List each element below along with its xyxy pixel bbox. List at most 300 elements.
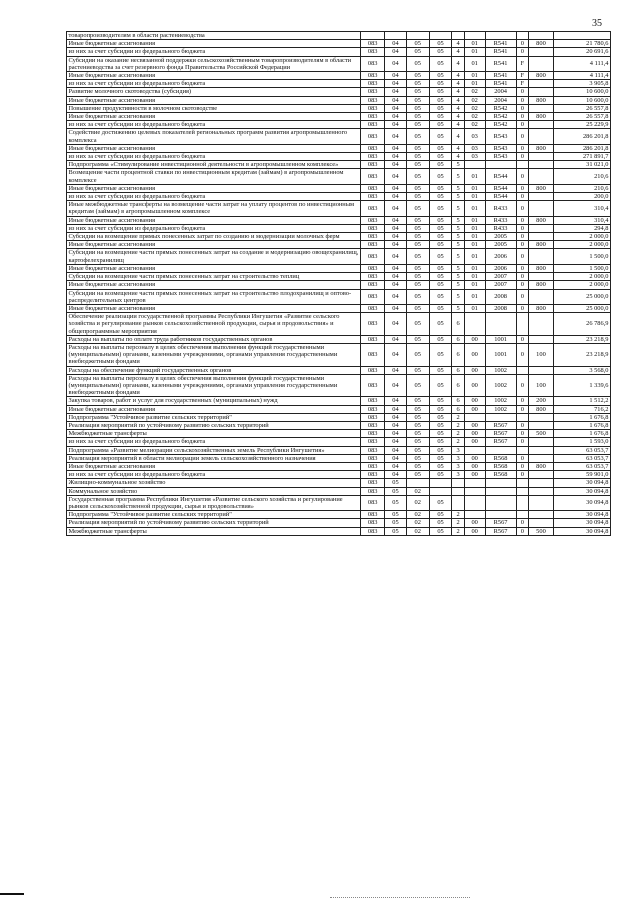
row-name: Расходы на выплаты по оплате труда работников государственных органов xyxy=(67,335,361,343)
code-ministry: 083 xyxy=(361,281,385,289)
row-amount: 716,2 xyxy=(553,405,610,413)
code-direction: 1002 xyxy=(485,405,516,413)
code-direction: R544 xyxy=(485,184,516,192)
code-subprogram: 5 xyxy=(452,224,464,232)
code-subprogram: 5 xyxy=(452,233,464,241)
code-direction: R567 xyxy=(485,527,516,535)
code-suffix xyxy=(516,479,528,487)
code-direction: R542 xyxy=(485,104,516,112)
table-row xyxy=(67,487,611,495)
code-suffix: 0 xyxy=(516,104,528,112)
code-subsection: 05 xyxy=(406,169,429,184)
code-ministry: 083 xyxy=(361,201,385,216)
code-subsection: 05 xyxy=(406,104,429,112)
row-name: Иные бюджетные ассигнования xyxy=(67,281,361,289)
row-amount: 1 593,0 xyxy=(553,438,610,446)
code-ministry: 083 xyxy=(361,454,385,462)
code-expense-type: 200 xyxy=(529,397,554,405)
code-ministry: 083 xyxy=(361,233,385,241)
code-activity: 02 xyxy=(464,113,485,121)
code-expense-type xyxy=(529,471,554,479)
code-direction: R543 xyxy=(485,144,516,152)
table-row xyxy=(67,438,611,446)
code-section: 04 xyxy=(385,104,407,112)
code-direction: 1002 xyxy=(485,366,516,374)
row-amount: 31 021,0 xyxy=(553,161,610,169)
row-name: Иные бюджетные ассигнования xyxy=(67,113,361,121)
table-row xyxy=(67,264,611,272)
row-name: Иные бюджетные ассигнования xyxy=(67,462,361,470)
code-subsection: 05 xyxy=(406,56,429,71)
code-direction: 2004 xyxy=(485,96,516,104)
row-name: из них за счет субсидии из федерального бюджета xyxy=(67,471,361,479)
code-activity: 00 xyxy=(464,366,485,374)
code-expense-type xyxy=(529,224,554,232)
code-ministry: 083 xyxy=(361,366,385,374)
code-program: 05 xyxy=(429,224,452,232)
code-program: 05 xyxy=(429,241,452,249)
code-direction: R568 xyxy=(485,454,516,462)
code-ministry: 083 xyxy=(361,184,385,192)
code-section: 04 xyxy=(385,201,407,216)
code-expense-type xyxy=(529,249,554,264)
table-row xyxy=(67,153,611,161)
code-ministry xyxy=(361,32,385,40)
code-section: 04 xyxy=(385,113,407,121)
code-direction: R543 xyxy=(485,153,516,161)
row-name: Повышение продуктивности в молочном скотоводстве xyxy=(67,104,361,112)
code-subprogram: 6 xyxy=(452,366,464,374)
table-row xyxy=(67,104,611,112)
code-section: 04 xyxy=(385,405,407,413)
row-name: из них за счет субсидии из федерального бюджета xyxy=(67,80,361,88)
table-row xyxy=(67,241,611,249)
code-subsection: 05 xyxy=(406,161,429,169)
code-program: 05 xyxy=(429,264,452,272)
code-subsection: 05 xyxy=(406,454,429,462)
table-row xyxy=(67,413,611,421)
code-program: 05 xyxy=(429,273,452,281)
code-section: 04 xyxy=(385,216,407,224)
code-program: 05 xyxy=(429,96,452,104)
code-subsection: 05 xyxy=(406,304,429,312)
row-amount: 2 000,0 xyxy=(553,241,610,249)
code-activity: 02 xyxy=(464,104,485,112)
code-activity: 00 xyxy=(464,343,485,366)
code-activity: 01 xyxy=(464,201,485,216)
code-direction: R543 xyxy=(485,129,516,144)
row-amount: 25 000,0 xyxy=(553,289,610,304)
code-subprogram: 4 xyxy=(452,88,464,96)
row-name: Субсидии на возмещение части прямых понесенных затрат на строительство теплиц xyxy=(67,273,361,281)
code-suffix: 0 xyxy=(516,184,528,192)
row-name: Иные бюджетные ассигнования xyxy=(67,216,361,224)
code-section: 04 xyxy=(385,72,407,80)
table-row xyxy=(67,335,611,343)
code-ministry: 083 xyxy=(361,264,385,272)
code-subprogram: 2 xyxy=(452,430,464,438)
code-program: 05 xyxy=(429,113,452,121)
code-ministry: 083 xyxy=(361,304,385,312)
code-subsection: 05 xyxy=(406,201,429,216)
table-row xyxy=(67,313,611,336)
code-ministry: 083 xyxy=(361,289,385,304)
code-subsection: 05 xyxy=(406,281,429,289)
code-expense-type xyxy=(529,201,554,216)
row-name: Подпрограмма «Развитие мелиорации сельскохозяйственных земель Республики Ингушетия» xyxy=(67,446,361,454)
code-expense-type xyxy=(529,56,554,71)
table-row xyxy=(67,48,611,56)
code-activity: 00 xyxy=(464,471,485,479)
table-row xyxy=(67,56,611,71)
code-program xyxy=(429,487,452,495)
code-subprogram: 3 xyxy=(452,462,464,470)
row-amount: 1 676,8 xyxy=(553,421,610,429)
code-suffix: 0 xyxy=(516,527,528,535)
row-amount: 1 676,8 xyxy=(553,430,610,438)
code-program: 05 xyxy=(429,374,452,397)
code-program: 05 xyxy=(429,121,452,129)
code-direction: 2008 xyxy=(485,289,516,304)
code-subprogram: 6 xyxy=(452,343,464,366)
code-ministry: 083 xyxy=(361,527,385,535)
code-program: 05 xyxy=(429,184,452,192)
code-suffix: 0 xyxy=(516,121,528,129)
code-program: 05 xyxy=(429,405,452,413)
code-program: 05 xyxy=(429,56,452,71)
code-direction: 1002 xyxy=(485,397,516,405)
code-subprogram: 4 xyxy=(452,56,464,71)
code-program: 05 xyxy=(429,304,452,312)
code-direction: 2007 xyxy=(485,281,516,289)
code-section: 04 xyxy=(385,144,407,152)
code-subsection: 05 xyxy=(406,224,429,232)
code-direction: 2007 xyxy=(485,273,516,281)
code-suffix: 0 xyxy=(516,343,528,366)
code-activity: 00 xyxy=(464,462,485,470)
code-direction xyxy=(485,511,516,519)
code-direction: R433 xyxy=(485,201,516,216)
code-subprogram: 5 xyxy=(452,249,464,264)
code-subsection xyxy=(406,479,429,487)
code-ministry: 083 xyxy=(361,40,385,48)
row-name: Расходы на выплаты персоналу в целях обеспечения выполнения функций государственными (муниципальными) органами, казенными учреждениями, органами управления государственными внебюджетными фондами xyxy=(67,374,361,397)
code-activity: 01 xyxy=(464,281,485,289)
code-expense-type: 800 xyxy=(529,113,554,121)
code-direction xyxy=(485,495,516,510)
code-program: 05 xyxy=(429,430,452,438)
code-direction xyxy=(485,161,516,169)
code-direction: R567 xyxy=(485,421,516,429)
code-expense-type: 500 xyxy=(529,527,554,535)
code-suffix: 0 xyxy=(516,113,528,121)
code-subprogram: 6 xyxy=(452,374,464,397)
code-direction: R541 xyxy=(485,56,516,71)
code-ministry: 083 xyxy=(361,88,385,96)
table-row xyxy=(67,121,611,129)
code-section: 04 xyxy=(385,413,407,421)
code-subprogram: 5 xyxy=(452,216,464,224)
row-name: Подпрограмма "Устойчивое развитие сельских территорий" xyxy=(67,413,361,421)
code-subprogram: 3 xyxy=(452,471,464,479)
code-activity: 01 xyxy=(464,193,485,201)
code-activity: 02 xyxy=(464,96,485,104)
budget-table xyxy=(66,31,611,536)
code-expense-type xyxy=(529,479,554,487)
code-section: 04 xyxy=(385,335,407,343)
code-direction: R541 xyxy=(485,48,516,56)
row-name: Расходы на выплаты персоналу в целях обеспечения выполнения функций государственными (муниципальными) органами, казенными учреждениями, органами управления государственными внебюджетными фондами xyxy=(67,343,361,366)
row-amount: 2 000,0 xyxy=(553,233,610,241)
code-section: 04 xyxy=(385,249,407,264)
code-subprogram: 3 xyxy=(452,454,464,462)
code-program: 05 xyxy=(429,471,452,479)
code-activity: 03 xyxy=(464,129,485,144)
code-subsection: 05 xyxy=(406,446,429,454)
code-section: 04 xyxy=(385,121,407,129)
code-direction: 1001 xyxy=(485,343,516,366)
code-program: 05 xyxy=(429,72,452,80)
row-name: Жилищно-коммунальное хозяйство xyxy=(67,479,361,487)
code-subprogram: 4 xyxy=(452,80,464,88)
row-name: Межбюджетные трансферты xyxy=(67,527,361,535)
code-ministry: 083 xyxy=(361,438,385,446)
code-ministry: 083 xyxy=(361,273,385,281)
code-activity: 01 xyxy=(464,273,485,281)
code-program: 05 xyxy=(429,201,452,216)
code-subsection: 05 xyxy=(406,421,429,429)
code-subsection: 05 xyxy=(406,129,429,144)
code-expense-type xyxy=(529,511,554,519)
row-name: Развитие молочного скотоводства (субсидия) xyxy=(67,88,361,96)
code-subprogram: 4 xyxy=(452,121,464,129)
table-row xyxy=(67,169,611,184)
row-name: Иные бюджетные ассигнования xyxy=(67,241,361,249)
row-amount: 210,6 xyxy=(553,169,610,184)
row-name: Реализация мероприятий по устойчивому развитию сельских территорий xyxy=(67,519,361,527)
code-section: 04 xyxy=(385,80,407,88)
code-subprogram xyxy=(452,479,464,487)
row-name: Возмещение части процентной ставки по инвестиционным кредитам (займам) в агропромышленном комплексе xyxy=(67,169,361,184)
code-program: 05 xyxy=(429,421,452,429)
code-subprogram: 6 xyxy=(452,313,464,336)
code-ministry: 083 xyxy=(361,249,385,264)
code-suffix xyxy=(516,446,528,454)
code-expense-type: 800 xyxy=(529,184,554,192)
code-program xyxy=(429,32,452,40)
row-amount: 63 053,7 xyxy=(553,454,610,462)
code-program: 05 xyxy=(429,343,452,366)
row-amount: 310,4 xyxy=(553,216,610,224)
code-activity xyxy=(464,413,485,421)
code-suffix: 0 xyxy=(516,241,528,249)
code-subsection: 05 xyxy=(406,397,429,405)
code-suffix xyxy=(516,366,528,374)
code-direction xyxy=(485,479,516,487)
row-amount: 1 512,2 xyxy=(553,397,610,405)
page-number: 35 xyxy=(592,18,602,29)
code-program: 05 xyxy=(429,366,452,374)
code-expense-type xyxy=(529,233,554,241)
table-row xyxy=(67,233,611,241)
code-section: 04 xyxy=(385,241,407,249)
table-row xyxy=(67,88,611,96)
code-ministry: 083 xyxy=(361,519,385,527)
code-expense-type: 800 xyxy=(529,264,554,272)
row-amount: 1 500,0 xyxy=(553,264,610,272)
code-ministry: 083 xyxy=(361,495,385,510)
code-expense-type xyxy=(529,413,554,421)
code-suffix: 0 xyxy=(516,224,528,232)
code-activity: 02 xyxy=(464,121,485,129)
row-name: Иные межбюджетные трансферты на возмещение части затрат на уплату процентов по инвестиционным кредитам (займам) в агропромышленном комплексе xyxy=(67,201,361,216)
code-subprogram: 5 xyxy=(452,193,464,201)
code-program: 05 xyxy=(429,527,452,535)
code-direction: R567 xyxy=(485,519,516,527)
code-direction: R567 xyxy=(485,438,516,446)
code-direction: R433 xyxy=(485,216,516,224)
code-suffix: 0 xyxy=(516,40,528,48)
code-subprogram: 4 xyxy=(452,113,464,121)
table-row xyxy=(67,281,611,289)
code-subsection: 05 xyxy=(406,88,429,96)
code-suffix: 0 xyxy=(516,304,528,312)
row-name: товаропроизводителям в области растениеводства xyxy=(67,32,361,40)
row-name: Обеспечение реализации государственной программы Республики Ингушетия «Развитие сельского хозяйства и регулирование рынков сельскохозяйственной продукции, сырья и продовольствия» и общепрограммные мероприятия xyxy=(67,313,361,336)
code-suffix xyxy=(516,511,528,519)
code-activity xyxy=(464,32,485,40)
code-suffix: 0 xyxy=(516,281,528,289)
code-direction: R542 xyxy=(485,121,516,129)
row-amount: 3 905,8 xyxy=(553,80,610,88)
code-suffix: 0 xyxy=(516,374,528,397)
table-row xyxy=(67,201,611,216)
table-row xyxy=(67,129,611,144)
table-row xyxy=(67,144,611,152)
code-subsection: 05 xyxy=(406,374,429,397)
code-activity: 02 xyxy=(464,88,485,96)
code-suffix xyxy=(516,413,528,421)
code-subprogram: 4 xyxy=(452,144,464,152)
table-row xyxy=(67,343,611,366)
table-row xyxy=(67,40,611,48)
code-section: 04 xyxy=(385,281,407,289)
code-activity: 00 xyxy=(464,438,485,446)
code-subsection: 05 xyxy=(406,343,429,366)
row-amount: 4 111,4 xyxy=(553,72,610,80)
table-row xyxy=(67,405,611,413)
row-name: Иные бюджетные ассигнования xyxy=(67,40,361,48)
table-row xyxy=(67,462,611,470)
code-direction: R541 xyxy=(485,40,516,48)
code-direction: R542 xyxy=(485,113,516,121)
row-amount: 30 094,8 xyxy=(553,495,610,510)
code-direction xyxy=(485,487,516,495)
row-amount: 210,6 xyxy=(553,184,610,192)
code-subprogram: 6 xyxy=(452,335,464,343)
code-section: 05 xyxy=(385,511,407,519)
code-direction: 2004 xyxy=(485,88,516,96)
code-program: 05 xyxy=(429,129,452,144)
code-direction: 2008 xyxy=(485,304,516,312)
code-ministry: 083 xyxy=(361,487,385,495)
row-amount: 25 229,9 xyxy=(553,121,610,129)
code-program: 05 xyxy=(429,153,452,161)
code-suffix: 0 xyxy=(516,273,528,281)
code-section: 04 xyxy=(385,438,407,446)
code-section: 04 xyxy=(385,289,407,304)
code-subprogram: 6 xyxy=(452,397,464,405)
code-subprogram: 2 xyxy=(452,438,464,446)
row-name: Реализация мероприятий по устойчивому развитию сельских территорий xyxy=(67,421,361,429)
code-suffix: 0 xyxy=(516,405,528,413)
code-direction: R567 xyxy=(485,430,516,438)
code-ministry: 083 xyxy=(361,446,385,454)
code-subprogram: 4 xyxy=(452,96,464,104)
code-ministry: 083 xyxy=(361,80,385,88)
code-activity: 01 xyxy=(464,216,485,224)
code-direction xyxy=(485,32,516,40)
code-section: 04 xyxy=(385,471,407,479)
code-subprogram: 4 xyxy=(452,40,464,48)
code-section: 04 xyxy=(385,273,407,281)
row-amount: 1 500,0 xyxy=(553,249,610,264)
row-name: Иные бюджетные ассигнования xyxy=(67,264,361,272)
code-activity: 03 xyxy=(464,153,485,161)
code-direction: 2005 xyxy=(485,241,516,249)
code-ministry: 083 xyxy=(361,479,385,487)
code-program: 05 xyxy=(429,281,452,289)
code-program: 05 xyxy=(429,511,452,519)
code-section xyxy=(385,32,407,40)
code-subsection: 05 xyxy=(406,471,429,479)
code-direction: 1001 xyxy=(485,335,516,343)
code-direction: R568 xyxy=(485,471,516,479)
table-row xyxy=(67,446,611,454)
row-amount: 1 676,8 xyxy=(553,413,610,421)
code-activity: 00 xyxy=(464,397,485,405)
code-activity xyxy=(464,446,485,454)
code-expense-type: 800 xyxy=(529,96,554,104)
code-expense-type xyxy=(529,289,554,304)
code-suffix xyxy=(516,487,528,495)
code-section: 04 xyxy=(385,374,407,397)
table-row xyxy=(67,511,611,519)
row-amount: 3 568,0 xyxy=(553,366,610,374)
code-subprogram: 5 xyxy=(452,161,464,169)
code-activity: 01 xyxy=(464,184,485,192)
row-name: Государственная программа Республики Ингушетия «Развитие сельского хозяйства и регулирование рынков сельскохозяйственной продукции, сырья и продовольствия» xyxy=(67,495,361,510)
code-activity: 01 xyxy=(464,72,485,80)
table-row xyxy=(67,80,611,88)
code-subprogram xyxy=(452,32,464,40)
code-section: 05 xyxy=(385,527,407,535)
code-activity xyxy=(464,161,485,169)
row-amount xyxy=(553,32,610,40)
code-program: 05 xyxy=(429,335,452,343)
code-subsection: 05 xyxy=(406,413,429,421)
code-section: 04 xyxy=(385,366,407,374)
code-activity: 01 xyxy=(464,56,485,71)
code-expense-type xyxy=(529,153,554,161)
code-expense-type xyxy=(529,454,554,462)
code-expense-type xyxy=(529,495,554,510)
row-name: из них за счет субсидии из федерального бюджета xyxy=(67,48,361,56)
table-row xyxy=(67,304,611,312)
code-section: 04 xyxy=(385,343,407,366)
code-subprogram: 5 xyxy=(452,169,464,184)
code-activity: 01 xyxy=(464,80,485,88)
